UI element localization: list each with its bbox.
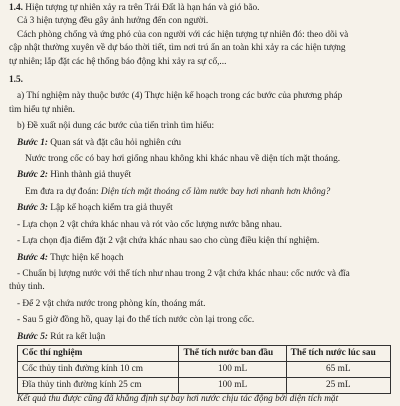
step-label: Bước 3: <box>17 203 48 214</box>
table-cell: 65 mL <box>286 361 390 377</box>
text-line: tìm hiểu tự nhiên. <box>9 104 75 115</box>
list-item: - Lựa chọn 2 vật chứa khác nhau và rót vào cốc lượng nước bằng nhau. <box>17 219 282 230</box>
section-heading-1-5: 1.5. <box>9 75 23 86</box>
list-item: - Sau 5 giờ đồng hồ, quay lại đo thể tích nước còn lại trong cốc. <box>17 315 255 326</box>
list-item: - Lựa chọn địa điểm đặt 2 vật chứa khác nhau sao cho cùng điều kiện thí nghiệm. <box>17 236 320 247</box>
step-title: Quan sát và đặt câu hỏi nghiên cứu <box>47 137 182 148</box>
step-label: Bước 5: <box>17 331 48 342</box>
table-cell: 100 mL <box>179 361 286 377</box>
section-1-4 <box>9 2 391 15</box>
text-line: Cách phòng chống và ứng phó của con người với các hiện tượng tự nhiên đó: theo dõi và <box>17 29 349 40</box>
text-line: Cả 3 hiện tượng đều gây ảnh hưởng đến con người. <box>17 16 209 27</box>
text-line: tự nhiên; lắp đặt các hệ thống báo động khi xảy ra sự cố,... <box>9 56 227 67</box>
column-header: Thể tích nước ban đầu <box>179 345 286 361</box>
step-label: Bước 2: <box>17 170 48 181</box>
text-line: cập nhật thường xuyên về dự báo thời tiết, tìm nơi trú ẩn an toàn khi xảy ra các hiện tượng <box>9 43 346 54</box>
list-item: - Để 2 vật chứa nước trong phòng kín, thoáng mát. <box>17 298 206 309</box>
table-row <box>18 361 391 377</box>
section-heading-1-4: 1.4. <box>9 3 23 13</box>
step-1 <box>9 137 391 150</box>
conclusion-partial-line: Kết quả thu được cũng đã khẳng định sự bay hơi nước chịu tác động bởi diện tích mặt <box>17 393 339 404</box>
results-table <box>17 345 391 394</box>
step-3 <box>9 202 391 215</box>
step-2 <box>9 169 391 182</box>
hypothesis-text: Diện tích mặt thoáng cố làm nước bay hơi nhanh hơn không? <box>100 186 331 197</box>
step-title: Hình thành giả thuyết <box>47 170 132 181</box>
table-cell: 100 mL <box>179 377 286 393</box>
text-line: b) Đề xuất nội dung các bước của tiến trình tìm hiểu: <box>17 121 215 132</box>
column-header: Thể tích nước lúc sau <box>286 345 390 361</box>
table-cell: Đĩa thủy tinh đường kính 25 cm <box>18 377 179 393</box>
text-line: Nước trong cốc có bay hơi giống nhau không khi khác nhau về diện tích mặt thoáng. <box>25 154 341 165</box>
hypothesis-line <box>9 186 391 199</box>
step-label: Bước 4: <box>17 252 48 263</box>
step-4 <box>9 252 391 265</box>
table-row <box>18 377 391 393</box>
column-header: Cốc thí nghiệm <box>18 345 179 361</box>
table-cell: 25 mL <box>286 377 390 393</box>
text-line: Hiện tượng tự nhiên xảy ra trên Trái Đất là hạn hán và gió bão. <box>25 3 260 13</box>
step-title: Lập kế hoạch kiểm tra giả thuyết <box>47 203 173 214</box>
step-title: Rút ra kết luận <box>47 331 106 342</box>
table-cell: Cốc thủy tinh đường kính 10 cm <box>18 361 179 377</box>
table-header-row <box>18 345 391 361</box>
list-item-continuation: thủy tinh. <box>9 282 45 293</box>
hypothesis-prefix: Em đưa ra dự đoán: <box>25 186 101 197</box>
step-label: Bước 1: <box>17 137 48 148</box>
step-5 <box>9 331 391 344</box>
text-line: a) Thí nghiệm này thuộc bước (4) Thực hiện kế hoạch trong các bước của phương pháp <box>17 91 343 102</box>
step-title: Thực hiện kế hoạch <box>47 252 124 263</box>
list-item: - Chuẩn bị lượng nước với thể tích như nhau trong 2 vật chứa khác nhau: cốc nước và đĩa <box>17 268 350 279</box>
